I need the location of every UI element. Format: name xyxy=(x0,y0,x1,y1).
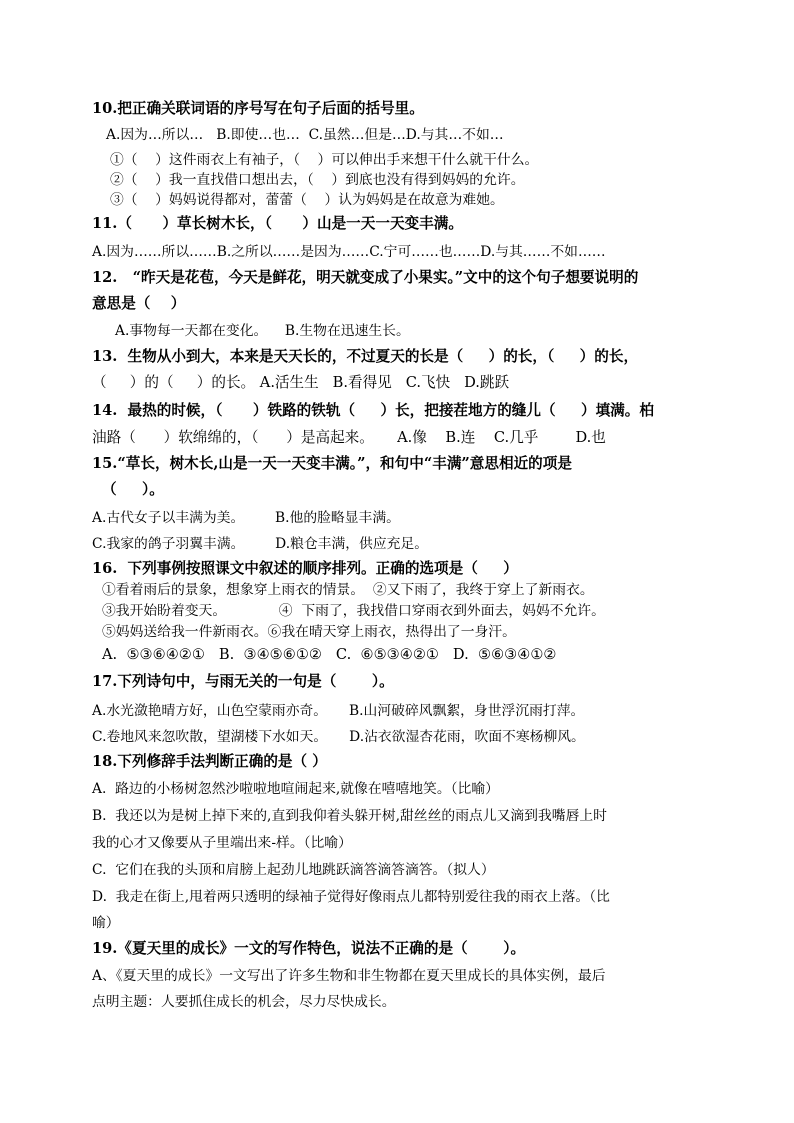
question-19-option-a-cont: 点明主题：人要抓住成长的机会，尽力尽快成长。 xyxy=(92,994,396,1010)
question-10-options: A.因为…所以… B.即使…也… C.虽然…但是…D.与其…不如… xyxy=(106,127,504,143)
question-15-title: 15.“草长，树木长,山是一天一天变丰满。”，和句中“丰满”意思相近的项是 xyxy=(92,455,572,472)
question-17-title: 17.下列诗句中，与雨无关的一句是（ ）。 xyxy=(92,673,394,690)
question-18-option-a: A. 路边的小杨树忽然沙啦啦地喧闹起来,就像在嘻嘻地笑。（比喻） xyxy=(92,781,499,797)
question-13-title-cont: （ ）的（ ）的长。 A.活生生 B.看得见 C.飞快 D.跳跃 xyxy=(92,374,510,391)
question-16-title: 16. 下列事例按照课文中叙述的顺序排列。正确的选项是（ ） xyxy=(92,560,518,577)
question-18-option-b-cont: 我的心才又像要从子里端出来-样。（比喻） xyxy=(92,835,352,851)
question-15-option-cd: C.我家的鸽子羽翼丰满。 D.粮仓丰满，供应充足。 xyxy=(92,536,429,552)
question-10-title: 10.把正确关联词语的序号写在句子后面的括号里。 xyxy=(92,100,424,117)
question-13-title: 13. 生物从小到大，本来是天天长的，不过夏天的长是（ ）的长，（ ）的长， xyxy=(92,348,639,365)
question-16-options: A. ⑤③⑥④②① B. ③④⑤⑥①② C. ⑥⑤③④②① D. ⑤⑥③④①② xyxy=(102,646,557,663)
question-10-item-1: ①（ ）这件雨衣上有袖子，（ ）可以伸出手来想干什么就干什么。 xyxy=(110,152,539,168)
question-10-item-2: ②（ ）我一直找借口想出去，（ ）到底也没有得到妈妈的允许。 xyxy=(110,172,525,188)
question-18-title: 18.下列修辞手法判断正确的是（ ） xyxy=(92,753,327,770)
question-15-option-ab: A.古代女子以丰满为美。 B.他的脸略显丰满。 xyxy=(92,510,400,526)
question-18-option-d: D. 我走在街上,甩着两只透明的绿袖子觉得好像雨点儿都特别爱往我的雨衣上落。（比 xyxy=(92,889,610,905)
question-18-option-b: B. 我还以为是树上掉下来的,直到我仰着头躲开树,甜丝丝的雨点儿又滴到我嘴唇上时 xyxy=(92,808,607,824)
question-19-option-a: A、《夏天里的成长》一文写出了许多生物和非生物都在夏天里成长的具体实例，最后 xyxy=(92,968,606,984)
question-16-event-2: ③我开始盼着变天。 ④ 下雨了，我找借口穿雨衣到外面去，妈妈不允许。 xyxy=(102,603,605,619)
question-10-item-3: ③（ ）妈妈说得都对，蕾蕾（ ）认为妈妈是在故意为难她。 xyxy=(110,192,504,208)
question-18-option-d-cont: 喻） xyxy=(92,915,120,931)
question-16-event-3: ⑤妈妈送给我一件新雨衣。⑥我在晴天穿上雨衣，热得出了一身汗。 xyxy=(102,624,516,640)
question-12-title: 12. “昨天是花苞，今天是鲜花，明天就变成了小果实。”文中的这个句子想要说明的 xyxy=(92,269,639,286)
question-11-options: A.因为……所以……B.之所以……是因为……C.宁可……也……D.与其……不如…… xyxy=(92,244,606,260)
question-11-title: 11.（ ）草长树木长，（ ）山是一天一天变丰满。 xyxy=(92,215,463,232)
question-12-title-cont: 意思是（ ） xyxy=(92,295,186,312)
question-17-option-ab: A.水光潋艳晴方好，山色空蒙雨亦奇。 B.山河破碎风飘絮，身世浮沉雨打萍。 xyxy=(92,703,585,719)
question-18-option-c: C. 它们在我的头顶和肩膀上起劲儿地跳跃滴答滴答滴答。（拟人） xyxy=(92,862,495,878)
question-15-title-cont: （ ）。 xyxy=(102,481,164,498)
question-17-option-cd: C.卷地风来忽吹散，望湖楼下水如天。 D.沾衣欲湿杏花雨，吹面不寒杨柳风。 xyxy=(92,729,585,745)
question-14-title-cont: 油路（ ）软绵绵的，（ ）是高起来。 A.像 B.连 C.几乎 D.也 xyxy=(92,429,606,446)
question-16-event-1: ①看着雨后的景象，想象穿上雨衣的情景。 ②又下雨了，我终于穿上了新雨衣。 xyxy=(102,582,594,598)
question-19-title: 19.《夏天里的成长》一文的写作特色，说法不正确的是（ ）。 xyxy=(92,940,526,957)
question-12-options: A.事物每一天都在变化。 B.生物在迅速生长。 xyxy=(115,323,410,339)
question-14-title: 14. 最热的时候，（ ）铁路的铁轨（ ）长，把接茬地方的缝儿（ ）填满。柏 xyxy=(92,402,654,419)
